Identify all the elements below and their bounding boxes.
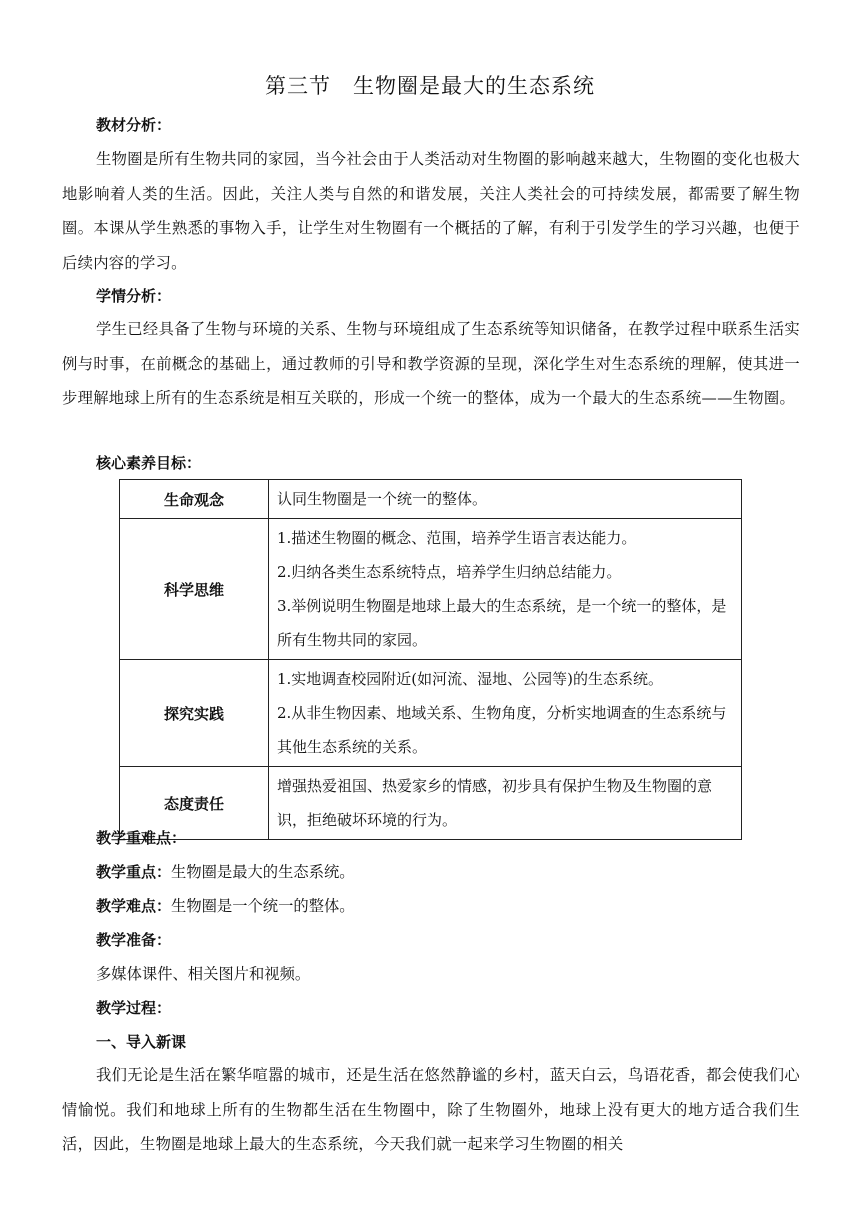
teaching-focus-text: 生物圈是最大的生态系统。 <box>171 863 355 881</box>
table-row <box>120 660 742 767</box>
core-goals-table <box>119 479 742 840</box>
goal-item: 2.归纳各类生态系统特点，培养学生归纳总结能力。 <box>277 563 622 581</box>
goal-item: 2.从非生物因素、地域关系、生物角度，分析实地调查的生态系统与其他生态系统的关系。 <box>277 704 727 756</box>
process-subheading: 一、导入新课 <box>96 1033 187 1051</box>
goal-item: 1.实地调查校园附近(如河流、湿地、公园等)的生态系统。 <box>277 670 664 688</box>
teaching-focus-label: 教学重点： <box>96 863 172 881</box>
goal-category-life: 生命观念 <box>120 480 269 519</box>
table-row <box>120 519 742 660</box>
preparation-text: 多媒体课件、相关图片和视频。 <box>96 965 311 983</box>
goal-item: 认同生物圈是一个统一的整体。 <box>277 490 488 508</box>
goal-item: 增强热爱祖国、热爱家乡的情感，初步具有保护生物及生物圈的意识，拒绝破坏环境的行为。 <box>277 777 713 829</box>
process-heading: 教学过程： <box>96 999 172 1017</box>
goal-item: 1.描述生物圈的概念、范围，培养学生语言表达能力。 <box>277 529 637 547</box>
teaching-focus-line <box>96 855 355 889</box>
goal-item: 3.举例说明生物圈是地球上最大的生态系统，是一个统一的整体，是所有生物共同的家园。 <box>277 597 727 649</box>
goal-category-science: 科学思维 <box>120 519 269 660</box>
textbook-analysis-heading: 教材分析： <box>96 116 172 134</box>
goal-desc-life <box>269 480 742 519</box>
textbook-analysis-text: 生物圈是所有生物共同的家园，当今社会由于人类活动对生物圈的影响越来越大，生物圈的变化也极大地影响着人类的生活。因此，关注人类与自然的和谐发展，关注人类社会的可持续发展，都需要了解生物圈。本课从学生熟悉的事物入手，让学生对生物圈有一个概括的了解，有利于引发学生的学习兴趣，也便于后续内容的学习。 <box>62 150 800 272</box>
teaching-difficulty-label: 教学难点： <box>96 897 172 915</box>
goal-desc-science <box>269 519 742 660</box>
preparation-heading: 教学准备： <box>96 931 172 949</box>
page-title: 第三节 生物圈是最大的生态系统 <box>265 74 595 98</box>
student-analysis-text: 学生已经具备了生物与环境的关系、生物与环境组成了生态系统等知识储备，在教学过程中联系生活实例与时事，在前概念的基础上，通过教师的引导和教学资源的呈现，深化学生对生态系统的理解，使其进一步理解地球上所有的生态系统是相互关联的，形成一个统一的整体，成为一个最大的生态系统——生物圈。 <box>62 320 800 407</box>
goal-category-attitude: 态度责任 <box>120 767 269 840</box>
table-row <box>120 767 742 840</box>
key-points-heading: 教学重难点： <box>96 829 187 847</box>
core-goals-heading: 核心素养目标： <box>96 454 202 472</box>
teaching-difficulty-line <box>96 889 355 923</box>
teaching-difficulty-text: 生物圈是一个统一的整体。 <box>171 897 355 915</box>
goal-desc-practice <box>269 660 742 767</box>
table-row <box>120 480 742 519</box>
process-text: 我们无论是生活在繁华喧嚣的城市，还是生活在悠然静谧的乡村，蓝天白云，鸟语花香，都会使我们心情愉悦。我们和地球上所有的生物都生活在生物圈中，除了生物圈外，地球上没有更大的地方适合我们生活，因此，生物圈是地球上最大的生态系统，今天我们就一起来学习生物圈的相关 <box>62 1066 800 1153</box>
goal-category-practice: 探究实践 <box>120 660 269 767</box>
student-analysis-heading: 学情分析： <box>96 287 172 305</box>
goal-desc-attitude <box>269 767 742 840</box>
